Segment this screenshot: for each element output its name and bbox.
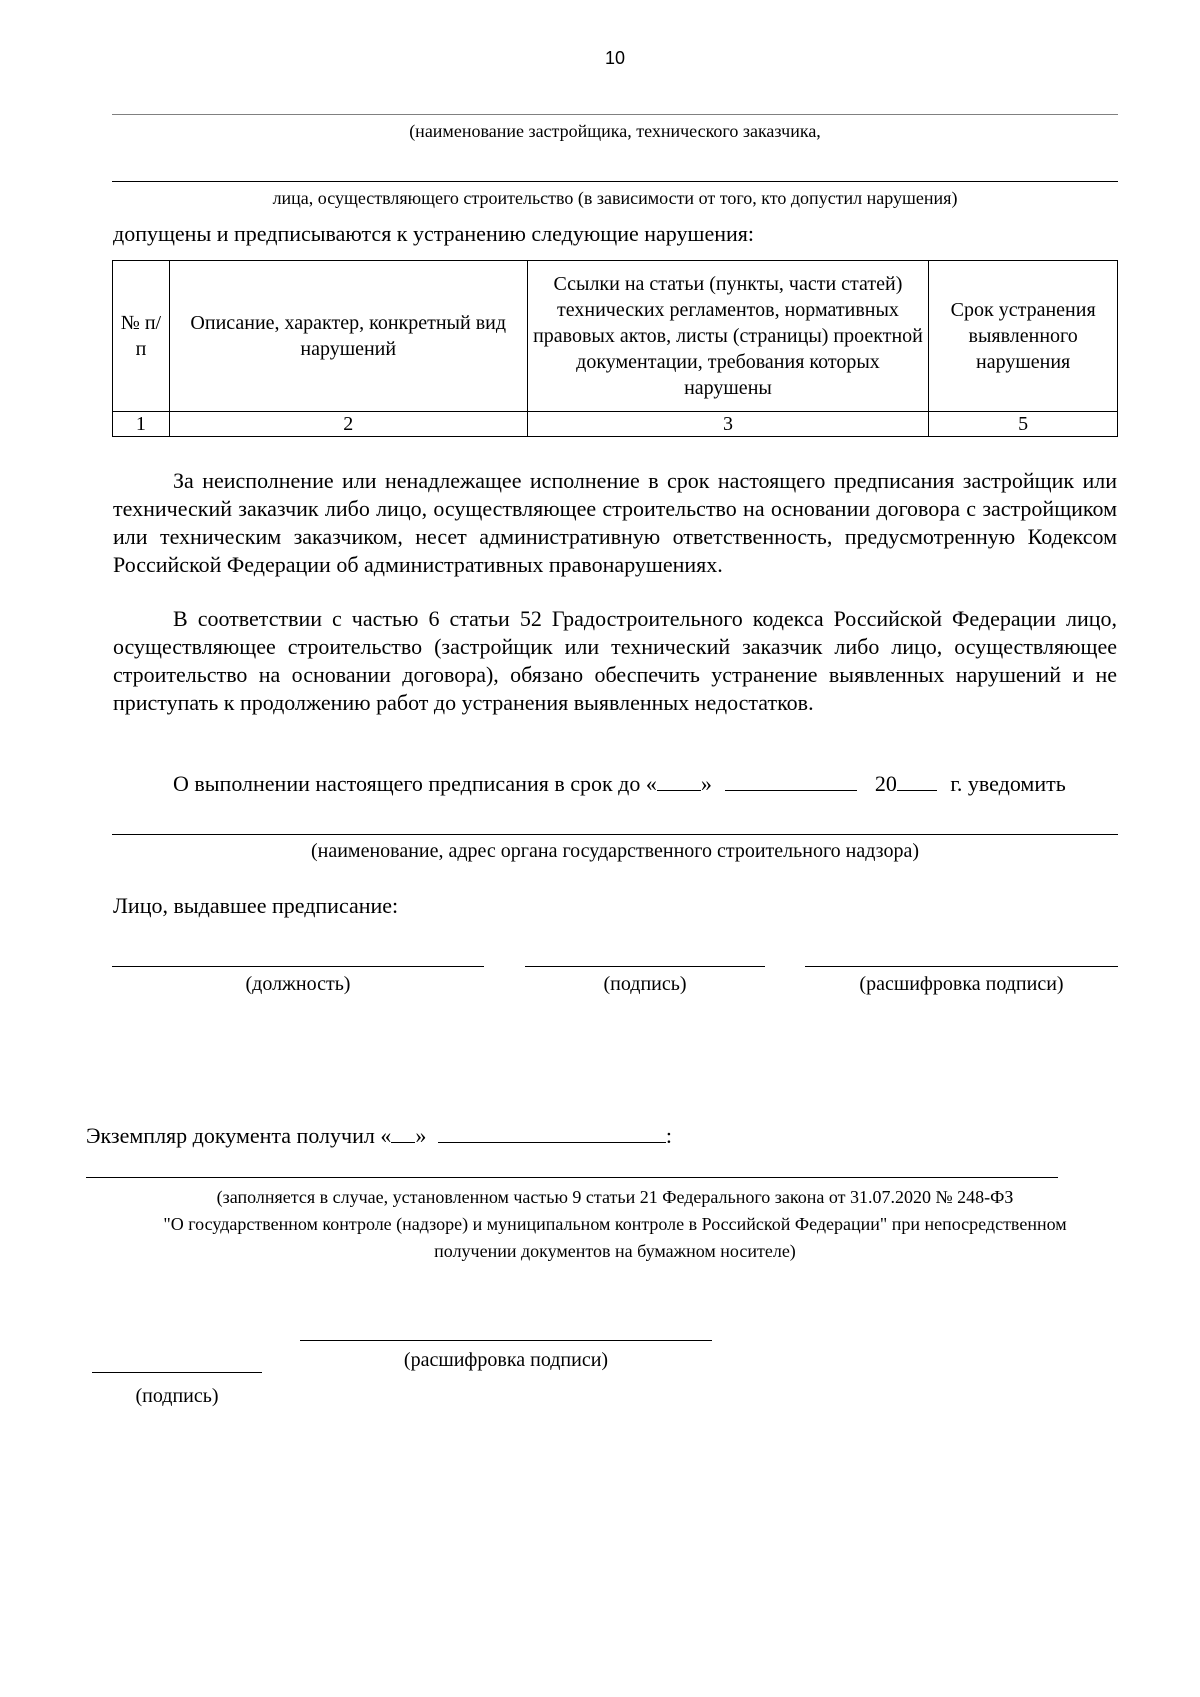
authority-line — [112, 834, 1118, 835]
decode-line — [805, 966, 1118, 967]
position-caption: (должность) — [245, 973, 351, 995]
builder-caption: лица, осуществляющего строительство (в зависимости от того, кто допустил нарушения) — [272, 188, 958, 208]
receipt-decode-caption: (расшифровка подписи) — [403, 1349, 609, 1371]
receipt-line — [86, 1122, 672, 1149]
page-number: 10 — [604, 48, 626, 68]
receipt-signature-line — [92, 1372, 262, 1373]
recipient-line — [86, 1177, 1058, 1178]
table-header-cell: № п/п — [113, 261, 170, 412]
authority-caption: (наименование, адрес органа государственного строительного надзора) — [310, 840, 920, 862]
day-blank[interactable] — [391, 1122, 415, 1143]
developer-caption: (наименование застройщика, технического заказчика, — [409, 121, 821, 141]
receipt-decode-line — [300, 1340, 712, 1341]
deadline-prefix: О выполнении настоящего предписания в срок до — [173, 771, 641, 796]
table-cell: 1 — [113, 412, 170, 437]
violations-table — [112, 260, 1118, 437]
receipt-signature-caption: (подпись) — [135, 1385, 219, 1407]
obligation-paragraph: В соответствии с частью 6 статьи 52 Градостроительного кодекса Российской Федерации лицо, осуществляющее строительство (застройщик или технический заказчик либо лицо, осуществляющее строительство на основании договора), обязано обеспечить устранение выявленных нарушений и не приступать к продолжению работ до устранения выявленных недостатков. — [113, 606, 1117, 715]
table-row — [113, 412, 1118, 437]
signature-caption: (подпись) — [603, 973, 687, 995]
table-header-row — [113, 261, 1118, 412]
table-cell: 2 — [169, 412, 527, 437]
receipt-note-line: получении документов на бумажном носителе) — [434, 1241, 796, 1261]
quote-open: « — [380, 1123, 392, 1148]
decode-caption: (расшифровка подписи) — [859, 973, 1064, 995]
table-header-cell: Ссылки на статьи (пункты, части статей) технических регламентов, нормативных правовых актов, листы (страницы) проектной документации, требования которых нарушены — [527, 261, 929, 412]
table-header-cell: Срок устранения выявленного нарушения — [929, 261, 1118, 412]
quote-close: » — [415, 1123, 427, 1148]
violations-intro: допущены и предписываются к устранению следующие нарушения: — [113, 221, 754, 246]
signature-line — [525, 966, 765, 967]
receipt-note-line: (заполняется в случае, установленном частью 9 статьи 21 Федерального закона от 31.07.2020 № 248-ФЗ — [216, 1187, 1014, 1207]
table-cell: 3 — [527, 412, 929, 437]
divider-line — [112, 181, 1118, 182]
position-line — [112, 966, 484, 967]
quote-open: « — [645, 771, 657, 796]
table-cell: 5 — [929, 412, 1118, 437]
liability-paragraph: За неисполнение или ненадлежащее исполнение в срок настоящего предписания застройщик или технический заказчик либо лицо, осуществляющее строительство на основании договора с застройщиком или техническим заказчиком, несет административную ответственность, предусмотренную Кодексом Российской Федерации об административных правонарушениях. — [113, 468, 1117, 577]
day-blank[interactable] — [657, 770, 701, 791]
date-blank[interactable] — [438, 1122, 666, 1143]
issuer-label: Лицо, выдавшее предписание: — [113, 893, 399, 918]
receipt-note-line: "О государственном контроле (надзоре) и муниципальном контроле в Российской Федерации" при непосредственном — [163, 1214, 1067, 1234]
divider-line — [112, 114, 1118, 115]
year-blank[interactable] — [897, 770, 937, 791]
table-header-cell: Описание, характер, конкретный вид нарушений — [169, 261, 527, 412]
deadline-suffix: г. уведомить — [950, 771, 1066, 796]
colon: : — [665, 1123, 672, 1148]
quote-close: » — [700, 771, 712, 796]
receipt-label: Экземпляр документа получил — [86, 1123, 375, 1148]
month-blank[interactable] — [725, 770, 857, 791]
year-prefix: 20 — [874, 771, 897, 796]
deadline-line — [173, 770, 1066, 797]
